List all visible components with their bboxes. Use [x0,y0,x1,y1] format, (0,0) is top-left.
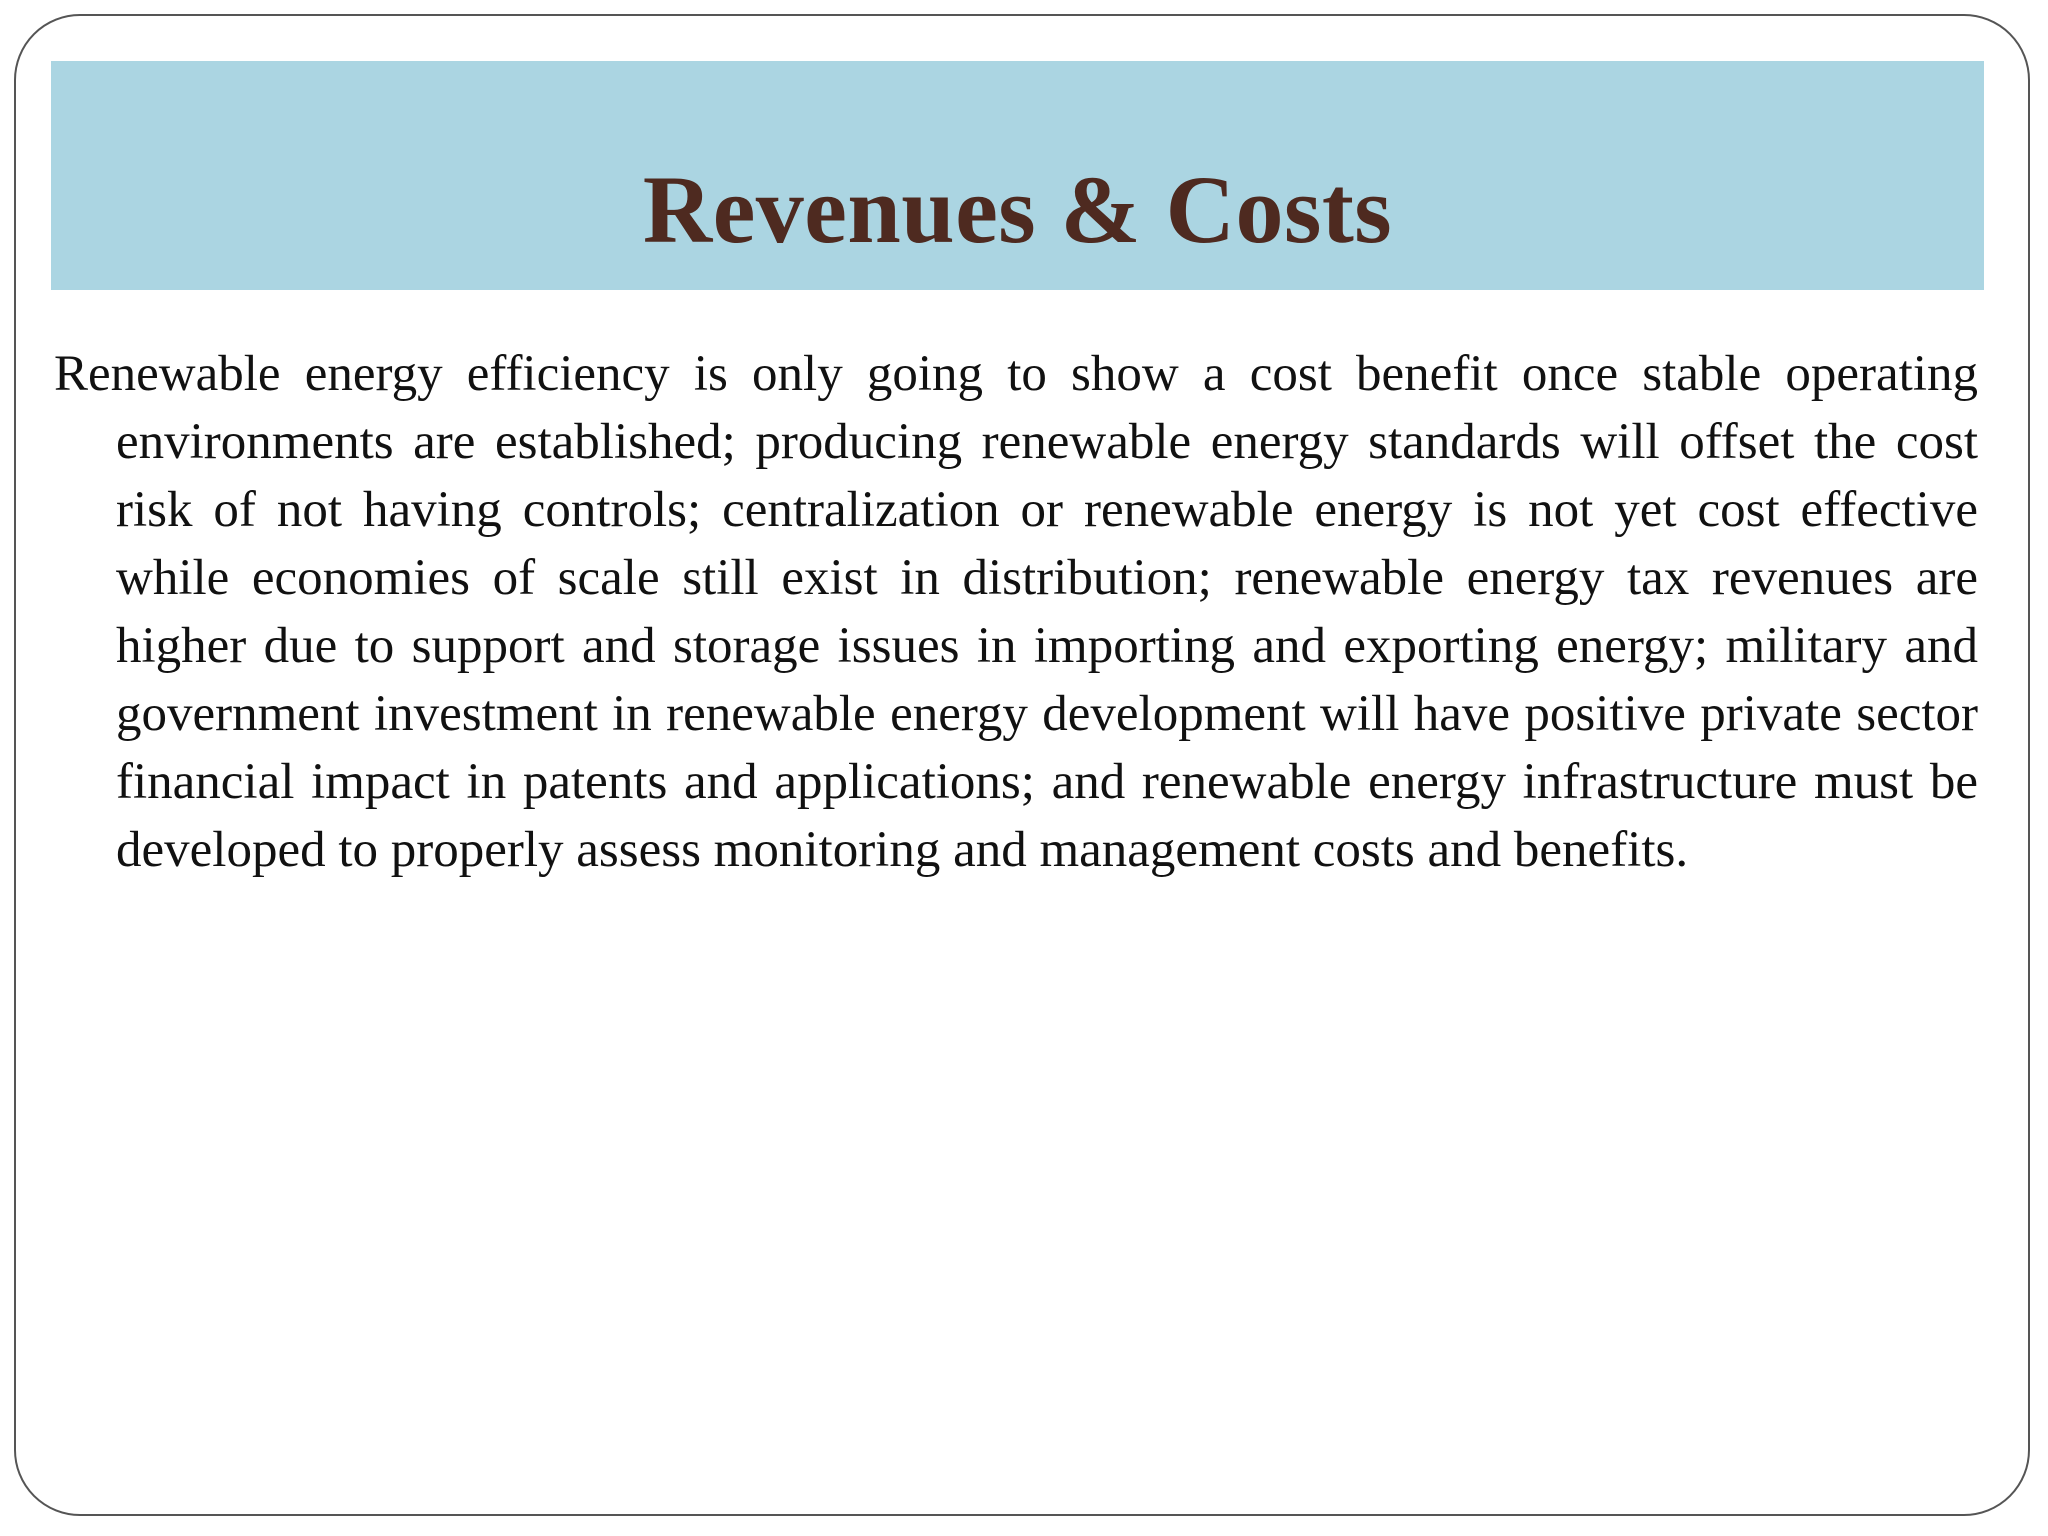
slide-title: Revenues & Costs [642,156,1393,263]
slide-body-paragraph: Renewable energy efficiency is only going to show a cost benefit once stable operating environments are established; producing renewable energy standards will offset the cost risk of not having controls; centralization or renewable energy is not yet cost effective while economies of scale still exist in distribution; renewable energy tax revenues are higher due to support and storage issues in importing and exporting energy; military and government investment in renewable energy development will have positive private sector financial impact in patents and applications; and renewable energy infrastructure must be developed to properly assess monitoring and management costs and benefits. [54,346,1978,878]
title-band [51,61,1984,290]
